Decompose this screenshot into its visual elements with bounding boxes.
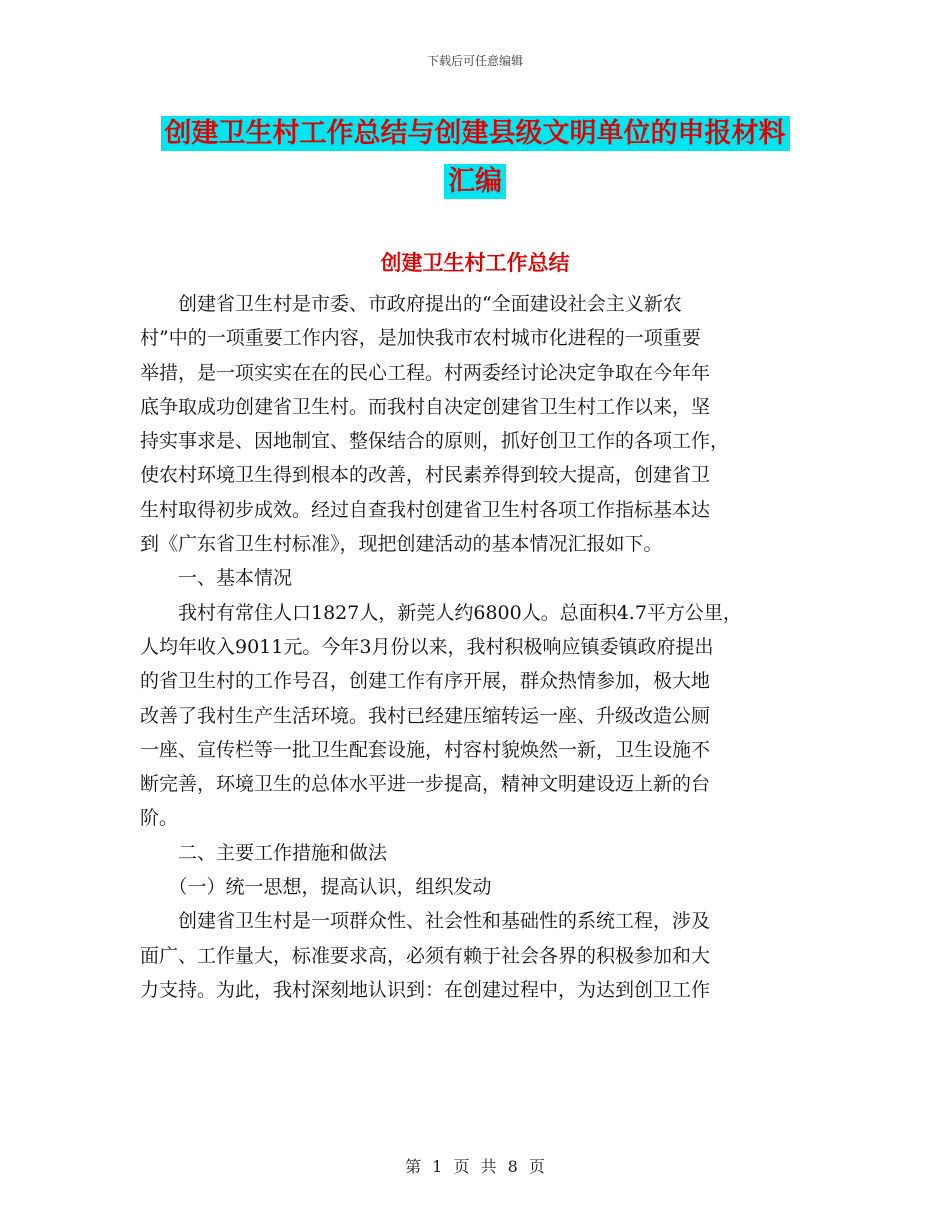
text-line: 断完善，环境卫生的总体水平进一步提高，精神文明建设迈上新的台 xyxy=(140,773,711,796)
text-line: 举措，是一项实实在在的民心工程。村两委经讨论决定争取在今年年 xyxy=(140,361,711,384)
text-line: 村”中的一项重要工作内容，是加快我市农村城市化进程的一项重要 xyxy=(140,327,701,350)
page-number-footer: 第 1 页 共 8 页 xyxy=(405,1157,545,1176)
header-note: 下载后可任意编辑 xyxy=(426,54,523,68)
text-line: 到《广东省卫生村标准》，现把创建活动的基本情况汇报如下。 xyxy=(140,533,663,556)
document-title-line-1 xyxy=(0,110,950,158)
text-line: 底争取成功创建省卫生村。而我村自决定创建省卫生村工作以来，坚 xyxy=(140,395,711,418)
subheading-unify-thinking: （一）统一思想，提高认识，组织发动 xyxy=(140,876,492,899)
text-line: 创建省卫生村是一项群众性、社会性和基础性的系统工程，涉及 xyxy=(140,910,711,933)
text-line: 的省卫生村的工作号召，创建工作有序开展，群众热情参加，极大地 xyxy=(140,670,711,693)
text-line: 一座、宣传栏等一批卫生配套设施，村容村貌焕然一新，卫生设施不 xyxy=(140,738,711,761)
text-line: 面广、工作量大，标准要求高，必须有赖于社会各界的积极参加和大 xyxy=(140,944,711,967)
heading-main-measures: 二、主要工作措施和做法 xyxy=(140,841,388,864)
text-line: 生村取得初步成效。经过自查我村创建省卫生村各项工作指标基本达 xyxy=(140,498,711,521)
text-line: 改善了我村生产生活环境。我村已经建压缩转运一座、升级改造公厕 xyxy=(140,704,711,727)
text-line: 创建省卫生村是市委、市政府提出的“全面建设社会主义新农 xyxy=(140,293,682,315)
text-line: 持实事求是、因地制宜、整保结合的原则，抓好创卫工作的各项工作， xyxy=(140,430,730,453)
body-text xyxy=(140,287,830,1007)
text-line: 使农村环境卫生得到根本的改善，村民素养得到较大提高，创建省卫 xyxy=(140,464,711,487)
document-title-line-2 xyxy=(0,158,950,206)
text-line: 我村有常住人口1827人，新莞人约6800人。总面积4.7平方公里， xyxy=(140,601,742,624)
text-line: 阶。 xyxy=(140,807,179,830)
title-highlight-2: 汇编 xyxy=(444,164,506,199)
title-highlight-1: 创建卫生村工作总结与创建县级文明单位的申报材料 xyxy=(161,116,790,151)
text-line: 力支持。为此，我村深刻地认识到：在创建过程中，为达到创卫工作 xyxy=(140,978,711,1001)
document-title xyxy=(0,110,950,206)
heading-basic-situation: 一、基本情况 xyxy=(140,567,293,590)
section-title: 创建卫生村工作总结 xyxy=(380,251,570,275)
text-line: 人均年收入9011元。今年3月份以来，我村积极响应镇委镇政府提出 xyxy=(140,635,714,658)
